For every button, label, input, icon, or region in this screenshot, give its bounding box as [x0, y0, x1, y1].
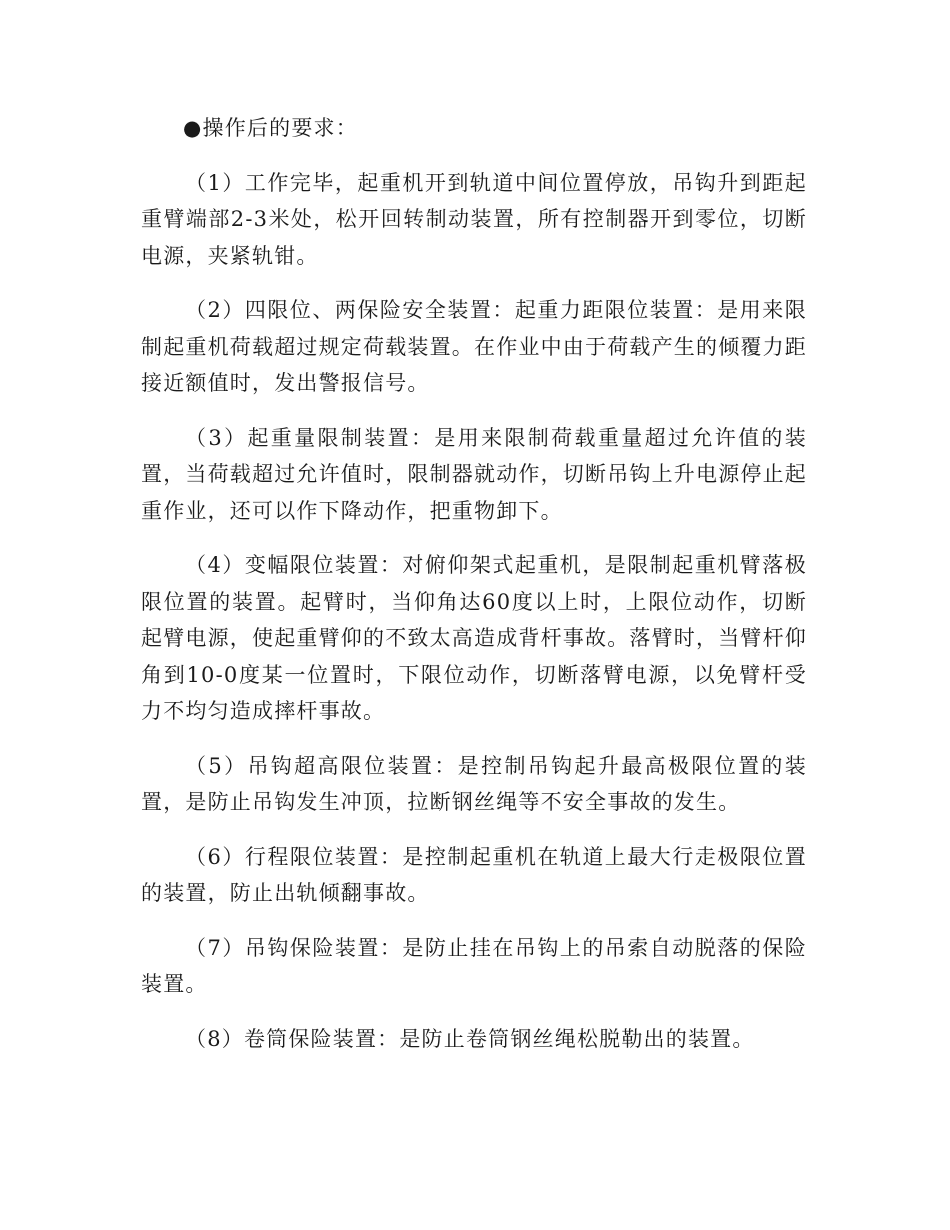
paragraph-7: （7）吊钩保险装置：是防止挂在吊钩上的吊索自动脱落的保险装置。 [141, 935, 807, 996]
paragraph-1: （1）工作完毕，起重机开到轨道中间位置停放，吊钩升到距起重臂端部2-3米处，松开回转制动装置，所有控制器开到零位，切断电源，夹紧轨钳。 [141, 170, 807, 268]
document-body [141, 110, 807, 1075]
paragraph-2: （2）四限位、两保险安全装置：起重力距限位装置：是用来限制起重机荷载超过规定荷载装置。在作业中由于荷载产生的倾覆力距接近额值时，发出警报信号。 [141, 298, 807, 395]
paragraph-5: （5）吊钩超高限位装置：是控制吊钩起升最高极限位置的装置，是防止吊钩发生冲顶，拉断钢丝绳等不安全事故的发生。 [141, 753, 807, 814]
section-heading: ●操作后的要求： [183, 116, 358, 140]
paragraph-6: （6）行程限位装置：是控制起重机在轨道上最大行走极限位置的装置，防止出轨倾翻事故。 [141, 844, 807, 905]
paragraph-8: （8）卷筒保险装置：是防止卷筒钢丝绳松脱勒出的装置。 [185, 1026, 755, 1051]
paragraph-3: （3）起重量限制装置：是用来限制荷载重量超过允许值的装置，当荷载超过允许值时，限制器就动作，切断吊钩上升电源停止起重作业，还可以作下降动作，把重物卸下。 [141, 425, 807, 523]
paragraph-4: （4）变幅限位装置：对俯仰架式起重机，是限制起重机臂落极限位置的装置。起臂时，当仰角达60度以上时，上限位动作，切断起臂电源，使起重臂仰的不致太高造成背杆事故。落臂时，当臂杆仰角到10-0度某一位置时，下限位动作，切断落臂电源，以免臂杆受力不均匀造成摔杆事故。 [141, 553, 807, 723]
